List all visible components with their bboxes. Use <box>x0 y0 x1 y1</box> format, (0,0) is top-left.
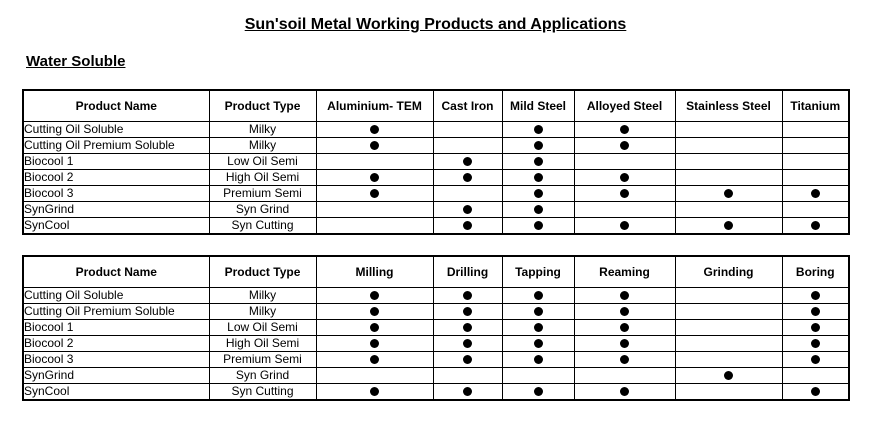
suitability-cell <box>433 288 502 304</box>
suitable-dot-icon <box>370 291 379 300</box>
suitability-cell <box>316 368 433 384</box>
suitability-cell <box>316 202 433 218</box>
product-name-cell: Biocool 3 <box>23 186 209 202</box>
table-row <box>23 352 849 368</box>
suitable-dot-icon <box>811 189 820 198</box>
product-name-cell: Cutting Oil Soluble <box>23 288 209 304</box>
suitability-cell <box>502 186 574 202</box>
suitability-cell <box>675 384 782 401</box>
suitability-cell <box>316 170 433 186</box>
column-header: Grinding <box>675 256 782 288</box>
product-name-cell: SynGrind <box>23 368 209 384</box>
materials-table <box>22 89 850 235</box>
suitability-cell <box>316 384 433 401</box>
suitability-cell <box>675 320 782 336</box>
table-row <box>23 320 849 336</box>
suitability-cell <box>782 320 849 336</box>
column-header: Drilling <box>433 256 502 288</box>
suitability-cell <box>316 138 433 154</box>
suitability-cell <box>675 218 782 235</box>
suitability-cell <box>782 186 849 202</box>
suitability-cell <box>316 154 433 170</box>
suitability-cell <box>574 138 675 154</box>
product-name-cell: Biocool 3 <box>23 352 209 368</box>
suitable-dot-icon <box>534 173 543 182</box>
suitability-cell <box>316 336 433 352</box>
product-name-cell: SynGrind <box>23 202 209 218</box>
suitability-cell <box>433 138 502 154</box>
suitability-cell <box>502 384 574 401</box>
suitability-cell <box>574 186 675 202</box>
suitability-cell <box>574 170 675 186</box>
column-header: Titanium <box>782 90 849 122</box>
suitable-dot-icon <box>811 323 820 332</box>
suitable-dot-icon <box>620 339 629 348</box>
suitable-dot-icon <box>463 387 472 396</box>
suitable-dot-icon <box>811 355 820 364</box>
suitability-cell <box>574 288 675 304</box>
table-row <box>23 170 849 186</box>
table-row <box>23 122 849 138</box>
suitable-dot-icon <box>620 307 629 316</box>
suitability-cell <box>574 154 675 170</box>
suitability-cell <box>433 352 502 368</box>
product-name-cell: Cutting Oil Premium Soluble <box>23 304 209 320</box>
table-row <box>23 288 849 304</box>
table-row <box>23 154 849 170</box>
suitability-cell <box>433 170 502 186</box>
suitable-dot-icon <box>463 205 472 214</box>
suitable-dot-icon <box>620 323 629 332</box>
header-row <box>23 90 849 122</box>
suitability-cell <box>502 138 574 154</box>
suitability-cell <box>316 352 433 368</box>
suitability-cell <box>433 336 502 352</box>
suitable-dot-icon <box>534 355 543 364</box>
suitable-dot-icon <box>463 173 472 182</box>
suitable-dot-icon <box>811 339 820 348</box>
suitable-dot-icon <box>370 189 379 198</box>
suitability-cell <box>502 154 574 170</box>
suitability-cell <box>316 288 433 304</box>
suitability-cell <box>574 218 675 235</box>
suitability-cell <box>433 320 502 336</box>
product-type-cell: Premium Semi <box>209 186 316 202</box>
product-type-cell: Milky <box>209 288 316 304</box>
suitability-cell <box>782 218 849 235</box>
product-name-cell: Biocool 2 <box>23 336 209 352</box>
suitable-dot-icon <box>370 323 379 332</box>
suitability-cell <box>574 368 675 384</box>
suitable-dot-icon <box>811 307 820 316</box>
suitable-dot-icon <box>724 189 733 198</box>
suitable-dot-icon <box>534 339 543 348</box>
suitable-dot-icon <box>370 173 379 182</box>
suitable-dot-icon <box>534 221 543 230</box>
product-name-cell: Biocool 1 <box>23 154 209 170</box>
suitability-cell <box>675 202 782 218</box>
suitable-dot-icon <box>370 125 379 134</box>
table-row <box>23 368 849 384</box>
suitability-cell <box>574 122 675 138</box>
suitability-cell <box>782 368 849 384</box>
suitable-dot-icon <box>811 291 820 300</box>
column-header: Mild Steel <box>502 90 574 122</box>
suitable-dot-icon <box>370 355 379 364</box>
column-header-product-name: Product Name <box>23 256 209 288</box>
suitability-cell <box>675 336 782 352</box>
column-header: Aluminium- TEM <box>316 90 433 122</box>
suitability-cell <box>316 304 433 320</box>
suitable-dot-icon <box>620 221 629 230</box>
column-header-product-name: Product Name <box>23 90 209 122</box>
suitability-cell <box>433 304 502 320</box>
suitability-cell <box>502 170 574 186</box>
suitability-cell <box>433 202 502 218</box>
suitability-cell <box>502 304 574 320</box>
table-row <box>23 186 849 202</box>
suitability-cell <box>316 320 433 336</box>
product-type-cell: Milky <box>209 138 316 154</box>
suitability-cell <box>782 288 849 304</box>
product-name-cell: Cutting Oil Premium Soluble <box>23 138 209 154</box>
column-header-product-type: Product Type <box>209 256 316 288</box>
suitable-dot-icon <box>620 387 629 396</box>
suitability-cell <box>502 336 574 352</box>
suitable-dot-icon <box>620 189 629 198</box>
suitability-cell <box>675 304 782 320</box>
suitability-cell <box>675 122 782 138</box>
table-row <box>23 218 849 235</box>
suitable-dot-icon <box>620 141 629 150</box>
suitable-dot-icon <box>534 125 543 134</box>
suitable-dot-icon <box>724 371 733 380</box>
suitable-dot-icon <box>463 157 472 166</box>
suitability-cell <box>574 384 675 401</box>
column-header: Tapping <box>502 256 574 288</box>
suitability-cell <box>433 122 502 138</box>
suitability-cell <box>502 122 574 138</box>
suitability-cell <box>574 336 675 352</box>
suitability-cell <box>316 218 433 235</box>
suitability-cell <box>782 154 849 170</box>
column-header: Stainless Steel <box>675 90 782 122</box>
suitability-cell <box>782 304 849 320</box>
suitable-dot-icon <box>534 323 543 332</box>
suitable-dot-icon <box>463 355 472 364</box>
table-row <box>23 384 849 401</box>
column-header: Milling <box>316 256 433 288</box>
suitability-cell <box>675 170 782 186</box>
column-header: Alloyed Steel <box>574 90 675 122</box>
suitable-dot-icon <box>534 189 543 198</box>
suitable-dot-icon <box>370 339 379 348</box>
product-name-cell: SynCool <box>23 218 209 235</box>
suitable-dot-icon <box>534 157 543 166</box>
suitable-dot-icon <box>534 205 543 214</box>
suitable-dot-icon <box>370 307 379 316</box>
product-type-cell: Low Oil Semi <box>209 320 316 336</box>
suitability-cell <box>502 218 574 235</box>
product-type-cell: High Oil Semi <box>209 170 316 186</box>
suitable-dot-icon <box>724 221 733 230</box>
suitability-cell <box>782 352 849 368</box>
suitability-cell <box>574 352 675 368</box>
suitability-cell <box>675 288 782 304</box>
suitable-dot-icon <box>620 125 629 134</box>
suitability-cell <box>433 368 502 384</box>
suitability-cell <box>675 138 782 154</box>
table-row <box>23 304 849 320</box>
suitable-dot-icon <box>811 221 820 230</box>
suitable-dot-icon <box>620 291 629 300</box>
suitable-dot-icon <box>463 307 472 316</box>
suitability-cell <box>502 352 574 368</box>
suitable-dot-icon <box>370 387 379 396</box>
suitability-cell <box>316 186 433 202</box>
table-row <box>23 138 849 154</box>
suitability-cell <box>675 368 782 384</box>
product-type-cell: Syn Grind <box>209 368 316 384</box>
suitability-cell <box>782 170 849 186</box>
suitable-dot-icon <box>463 339 472 348</box>
product-name-cell: Cutting Oil Soluble <box>23 122 209 138</box>
column-header: Cast Iron <box>433 90 502 122</box>
suitable-dot-icon <box>534 307 543 316</box>
suitability-cell <box>574 320 675 336</box>
section-heading: Water Soluble <box>26 53 126 70</box>
product-type-cell: Milky <box>209 304 316 320</box>
suitability-cell <box>675 154 782 170</box>
suitable-dot-icon <box>463 323 472 332</box>
product-type-cell: Syn Grind <box>209 202 316 218</box>
suitability-cell <box>574 202 675 218</box>
column-header: Reaming <box>574 256 675 288</box>
suitability-cell <box>782 138 849 154</box>
suitable-dot-icon <box>620 355 629 364</box>
product-type-cell: Premium Semi <box>209 352 316 368</box>
column-header: Boring <box>782 256 849 288</box>
suitability-cell <box>433 218 502 235</box>
suitability-cell <box>782 384 849 401</box>
document-title: Sun'soil Metal Working Products and Applications <box>244 16 627 33</box>
suitability-cell <box>782 202 849 218</box>
product-type-cell: Low Oil Semi <box>209 154 316 170</box>
suitable-dot-icon <box>811 387 820 396</box>
suitability-cell <box>502 288 574 304</box>
suitable-dot-icon <box>534 291 543 300</box>
header-row <box>23 256 849 288</box>
suitability-cell <box>675 352 782 368</box>
suitable-dot-icon <box>463 221 472 230</box>
suitability-cell <box>433 154 502 170</box>
suitable-dot-icon <box>620 173 629 182</box>
product-type-cell: Milky <box>209 122 316 138</box>
table-row <box>23 336 849 352</box>
product-name-cell: Biocool 1 <box>23 320 209 336</box>
column-header-product-type: Product Type <box>209 90 316 122</box>
operations-table <box>22 255 850 401</box>
suitable-dot-icon <box>534 387 543 396</box>
product-name-cell: SynCool <box>23 384 209 401</box>
suitable-dot-icon <box>463 291 472 300</box>
suitability-cell <box>574 304 675 320</box>
table-row <box>23 202 849 218</box>
product-name-cell: Biocool 2 <box>23 170 209 186</box>
suitability-cell <box>433 186 502 202</box>
suitability-cell <box>502 320 574 336</box>
suitable-dot-icon <box>370 141 379 150</box>
product-type-cell: High Oil Semi <box>209 336 316 352</box>
suitability-cell <box>782 122 849 138</box>
suitability-cell <box>433 384 502 401</box>
suitability-cell <box>675 186 782 202</box>
product-type-cell: Syn Cutting <box>209 218 316 235</box>
suitability-cell <box>502 368 574 384</box>
suitability-cell <box>782 336 849 352</box>
suitable-dot-icon <box>534 141 543 150</box>
product-type-cell: Syn Cutting <box>209 384 316 401</box>
suitability-cell <box>502 202 574 218</box>
suitability-cell <box>316 122 433 138</box>
